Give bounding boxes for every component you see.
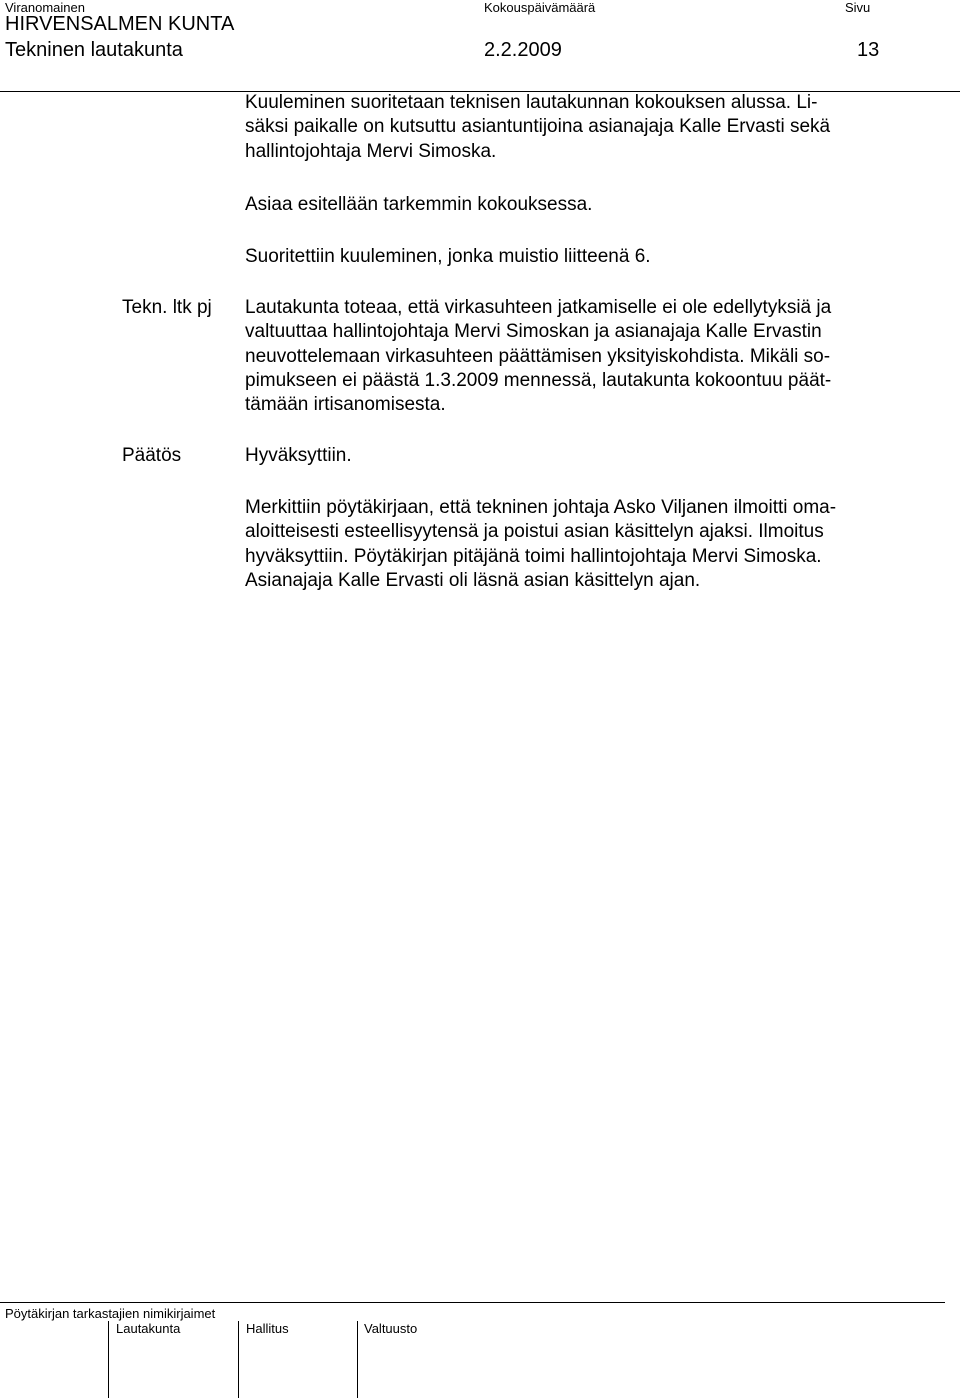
paragraph-presentation — [245, 193, 592, 217]
signature-box-divider — [238, 1321, 239, 1398]
text-line: säksi paikalle on kutsuttu asiantuntijoina asianajaja Kalle Ervasti sekä — [245, 116, 831, 138]
header-label-authority: Viranomainen — [5, 0, 85, 15]
signature-box-divider — [108, 1321, 109, 1398]
footer-col-lautakunta: Lautakunta — [116, 1321, 181, 1336]
note-text — [245, 496, 836, 593]
header-label-date: Kokouspäivämäärä — [484, 0, 596, 15]
organization-name: HIRVENSALMEN KUNTA — [5, 13, 235, 35]
proposal-label: Tekn. ltk pj — [122, 297, 212, 318]
decision-label: Päätös — [122, 445, 182, 466]
text-line: Merkittiin pöytäkirjaan, että tekninen johtaja Asko Viljanen ilmoitti oma- — [245, 497, 837, 518]
footer-col-hallitus: Hallitus — [246, 1321, 289, 1336]
text-line: Suoritettiin kuuleminen, jonka muistio liitteenä 6. — [245, 246, 651, 267]
signature-box-divider — [357, 1321, 358, 1398]
text-line: valtuuttaa hallintojohtaja Mervi Simoskan ja asianajaja Kalle Ervastin — [245, 321, 822, 343]
text-line: Kuuleminen suoritetaan teknisen lautakunnan kokouksen alussa. Li- — [245, 92, 818, 113]
text-line: hallintojohtaja Mervi Simoska. — [245, 140, 497, 162]
text-line: pimukseen ei päästä 1.3.2009 mennessä, lautakunta kokoontuu päät- — [245, 369, 832, 391]
authority-name: Tekninen lautakunta — [5, 39, 183, 61]
paragraph-hearing — [245, 91, 830, 164]
signatures-title: Pöytäkirjan tarkastajien nimikirjaimet — [5, 1306, 216, 1321]
decision-text — [245, 444, 352, 468]
text-line: hyväksyttiin. Pöytäkirjan pitäjänä toimi hallintojohtaja Mervi Simoska. — [245, 545, 822, 567]
text-line: Hyväksyttiin. — [245, 445, 352, 466]
header-label-page: Sivu — [845, 0, 871, 15]
page-number: 13 — [857, 39, 880, 61]
paragraph-hearing-done — [245, 245, 651, 269]
proposal-text — [245, 296, 831, 417]
text-line: Asianajaja Kalle Ervasti oli läsnä asian käsittelyn ajan. — [245, 569, 701, 591]
text-line: tämään irtisanomisesta. — [245, 394, 446, 416]
footer-divider — [0, 1302, 945, 1303]
text-line: Asiaa esitellään tarkemmin kokouksessa. — [245, 194, 593, 215]
text-line: Lautakunta toteaa, että virkasuhteen jatkamiselle ei ole edellytyksiä ja — [245, 297, 832, 318]
meeting-date: 2.2.2009 — [484, 39, 562, 61]
footer-col-valtuusto: Valtuusto — [364, 1321, 418, 1336]
text-line: neuvottelemaan virkasuhteen päättämisen yksityiskohdista. Mikäli so- — [245, 345, 831, 367]
text-line: aloitteisesti esteellisyytensä ja poistui asian käsittelyn ajaksi. Ilmoitus — [245, 521, 824, 543]
